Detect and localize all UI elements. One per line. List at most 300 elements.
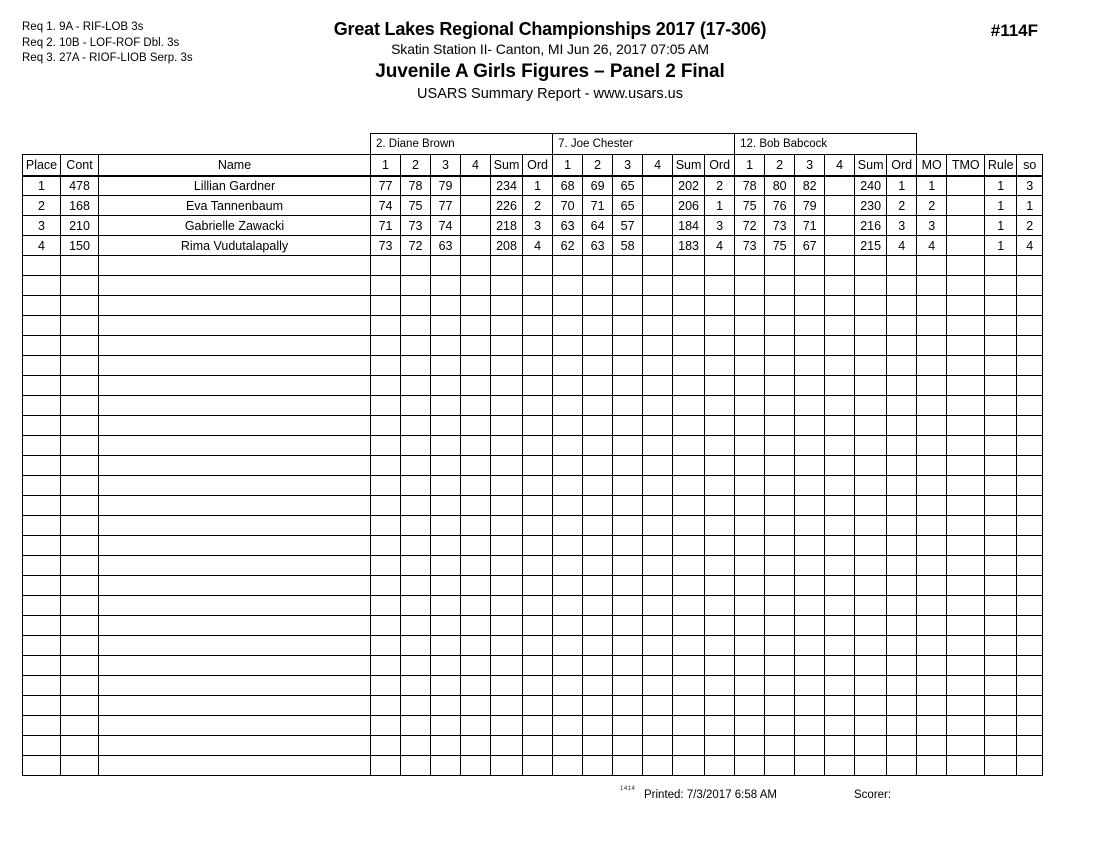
cell-j2-s3	[613, 396, 643, 416]
cell-cont	[61, 316, 99, 336]
cell-j2-s1	[553, 576, 583, 596]
table-row-empty[interactable]	[23, 356, 1043, 376]
header-judge1-sum: Sum	[491, 155, 523, 176]
cell-j2-sum	[673, 476, 705, 496]
table-row-empty[interactable]	[23, 516, 1043, 536]
event-number: #114F	[990, 21, 1038, 40]
cell-j3-sum	[855, 476, 887, 496]
cell-j2-s1: 63	[553, 216, 583, 236]
cell-so	[1017, 636, 1043, 656]
cell-place	[23, 656, 61, 676]
cell-mo	[917, 716, 947, 736]
cell-mo	[917, 296, 947, 316]
cell-j2-s4	[643, 256, 673, 276]
cell-j1-sum	[491, 616, 523, 636]
cell-so	[1017, 316, 1043, 336]
cell-j2-s3	[613, 636, 643, 656]
cell-j3-s3	[795, 336, 825, 356]
cell-cont	[61, 256, 99, 276]
cell-j1-s2	[401, 256, 431, 276]
cell-j3-sum	[855, 536, 887, 556]
header-place: Place	[23, 155, 61, 176]
cell-j2-s4	[643, 296, 673, 316]
cell-j2-s1	[553, 376, 583, 396]
cell-j1-s2	[401, 676, 431, 696]
table-row-empty[interactable]	[23, 456, 1043, 476]
cell-j2-s3	[613, 476, 643, 496]
cell-name	[99, 676, 371, 696]
cell-j1-s1	[371, 696, 401, 716]
cell-j3-s4	[825, 316, 855, 336]
cell-rule	[985, 376, 1017, 396]
cell-cont	[61, 436, 99, 456]
cell-j1-sum	[491, 436, 523, 456]
cell-j3-sum	[855, 396, 887, 416]
table-row-empty[interactable]	[23, 296, 1043, 316]
cell-j1-s3	[431, 456, 461, 476]
table-row-empty[interactable]	[23, 616, 1043, 636]
cell-name	[99, 496, 371, 516]
cell-j2-s1	[553, 416, 583, 436]
cell-j2-ord	[705, 716, 735, 736]
header-name: Name	[99, 155, 371, 176]
cell-j2-s1	[553, 476, 583, 496]
cell-j3-s4	[825, 616, 855, 636]
cell-tmo	[947, 276, 985, 296]
cell-mo: 2	[917, 196, 947, 216]
cell-j3-sum	[855, 656, 887, 676]
cell-j1-sum	[491, 276, 523, 296]
cell-j3-s3	[795, 436, 825, 456]
cell-j3-s4	[825, 276, 855, 296]
cell-j1-ord	[523, 676, 553, 696]
cell-name: Gabrielle Zawacki	[99, 216, 371, 236]
cell-j3-s2	[765, 716, 795, 736]
cell-j2-ord	[705, 276, 735, 296]
table-row-empty[interactable]	[23, 716, 1043, 736]
header-rule: Rule	[985, 155, 1017, 176]
cell-j2-s2	[583, 296, 613, 316]
venue-datetime-line: Skatin Station II- Canton, MI Jun 26, 2017 07:05 AM	[391, 41, 709, 57]
table-row-empty[interactable]	[23, 676, 1043, 696]
cell-j3-s2: 75	[765, 236, 795, 256]
cell-place: 4	[23, 236, 61, 256]
header-judge3-2: 2	[765, 155, 795, 176]
cell-j1-s3	[431, 296, 461, 316]
cell-j3-s2	[765, 376, 795, 396]
cell-j1-s2	[401, 596, 431, 616]
cell-j2-s2	[583, 436, 613, 456]
cell-j2-s4	[643, 716, 673, 736]
cell-rule: 1	[985, 216, 1017, 236]
cell-j1-sum: 208	[491, 236, 523, 256]
table-row-empty[interactable]	[23, 376, 1043, 396]
cell-j3-s3	[795, 616, 825, 636]
cell-j2-s1	[553, 536, 583, 556]
cell-j3-s2: 80	[765, 176, 795, 196]
cell-j3-s4	[825, 476, 855, 496]
table-row-empty[interactable]	[23, 436, 1043, 456]
cell-j3-ord	[887, 676, 917, 696]
cell-j1-s3	[431, 276, 461, 296]
cell-j3-s1	[735, 736, 765, 756]
cell-mo	[917, 736, 947, 756]
cell-j3-ord	[887, 356, 917, 376]
cell-j1-s4	[461, 656, 491, 676]
cell-j1-s4	[461, 496, 491, 516]
table-row-empty[interactable]	[23, 336, 1043, 356]
cell-name	[99, 576, 371, 596]
table-row-empty[interactable]	[23, 576, 1043, 596]
cell-j2-s1	[553, 456, 583, 476]
cell-j2-s1	[553, 676, 583, 696]
cell-so	[1017, 656, 1043, 676]
table-row-empty[interactable]	[23, 416, 1043, 436]
cell-j3-ord	[887, 296, 917, 316]
cell-j3-s3: 82	[795, 176, 825, 196]
cell-j1-ord	[523, 636, 553, 656]
cell-j3-s3	[795, 516, 825, 536]
requirement-line-2: Req 2. 10B - LOF-ROF Dbl. 3s	[22, 36, 180, 49]
cell-j1-s1	[371, 656, 401, 676]
table-row[interactable]	[23, 216, 1043, 236]
cell-mo	[917, 676, 947, 696]
cell-j3-ord	[887, 536, 917, 556]
cell-j2-s2	[583, 336, 613, 356]
cell-j1-s3: 63	[431, 236, 461, 256]
cell-place	[23, 416, 61, 436]
cell-name	[99, 456, 371, 476]
table-row-empty[interactable]	[23, 636, 1043, 656]
cell-j2-ord	[705, 496, 735, 516]
cell-j3-s4	[825, 516, 855, 536]
table-row-empty[interactable]	[23, 696, 1043, 716]
cell-rule	[985, 556, 1017, 576]
cell-cont	[61, 336, 99, 356]
cell-name	[99, 436, 371, 456]
cell-j3-s4	[825, 536, 855, 556]
cell-rule	[985, 416, 1017, 436]
cell-so: 4	[1017, 236, 1043, 256]
cell-j2-ord	[705, 336, 735, 356]
cell-j1-s4	[461, 216, 491, 236]
table-row-empty[interactable]	[23, 756, 1043, 776]
cell-j2-ord	[705, 676, 735, 696]
cell-name	[99, 376, 371, 396]
cell-j2-s2	[583, 576, 613, 596]
cell-j2-sum	[673, 616, 705, 636]
cell-tmo	[947, 536, 985, 556]
cell-j2-s4	[643, 516, 673, 536]
cell-cont	[61, 356, 99, 376]
cell-j2-s3: 58	[613, 236, 643, 256]
cell-j3-s4	[825, 376, 855, 396]
cell-j2-s2	[583, 756, 613, 776]
cell-j3-s1: 78	[735, 176, 765, 196]
cell-j3-sum: 230	[855, 196, 887, 216]
table-row-empty[interactable]	[23, 316, 1043, 336]
cell-j3-s2	[765, 676, 795, 696]
cell-j1-s4	[461, 516, 491, 536]
cell-rule	[985, 256, 1017, 276]
cell-j2-ord	[705, 416, 735, 436]
cell-j1-s1	[371, 736, 401, 756]
cell-so	[1017, 276, 1043, 296]
cell-j1-s3	[431, 516, 461, 536]
cell-j2-ord	[705, 436, 735, 456]
table-row-empty[interactable]	[23, 476, 1043, 496]
cell-mo	[917, 436, 947, 456]
table-row-empty[interactable]	[23, 396, 1043, 416]
table-row-empty[interactable]	[23, 736, 1043, 756]
cell-j3-ord: 1	[887, 176, 917, 196]
cell-j1-s1	[371, 576, 401, 596]
cell-j3-s4	[825, 556, 855, 576]
cell-j1-s1	[371, 716, 401, 736]
cell-j2-s4	[643, 676, 673, 696]
table-row-empty[interactable]	[23, 536, 1043, 556]
cell-j2-s2	[583, 516, 613, 536]
cell-cont	[61, 696, 99, 716]
cell-j2-s3	[613, 656, 643, 676]
table-row-empty[interactable]	[23, 496, 1043, 516]
cell-j1-sum	[491, 656, 523, 676]
division-title: Juvenile A Girls Figures – Panel 2 Final	[375, 61, 725, 82]
cell-j2-ord	[705, 296, 735, 316]
cell-so	[1017, 456, 1043, 476]
cell-rule	[985, 496, 1017, 516]
cell-j1-s1	[371, 336, 401, 356]
cell-j1-s2	[401, 356, 431, 376]
header-judge1-ord: Ord	[523, 155, 553, 176]
cell-tmo	[947, 676, 985, 696]
cell-tmo	[947, 476, 985, 496]
cell-j1-ord	[523, 416, 553, 436]
cell-place	[23, 396, 61, 416]
cell-j2-s4	[643, 276, 673, 296]
cell-j3-sum	[855, 416, 887, 436]
cell-j1-s1	[371, 596, 401, 616]
cell-j2-s2: 63	[583, 236, 613, 256]
cell-j2-s4	[643, 316, 673, 336]
cell-j2-s4	[643, 196, 673, 216]
cell-j2-s4	[643, 576, 673, 596]
cell-j3-ord: 3	[887, 216, 917, 236]
cell-j1-ord	[523, 276, 553, 296]
cell-place	[23, 476, 61, 496]
cell-j2-s1	[553, 556, 583, 576]
cell-j3-s3	[795, 696, 825, 716]
cell-j2-sum	[673, 496, 705, 516]
cell-j3-s4	[825, 456, 855, 476]
cell-j3-ord	[887, 576, 917, 596]
cell-j1-sum	[491, 476, 523, 496]
table-row-empty[interactable]	[23, 276, 1043, 296]
cell-cont	[61, 676, 99, 696]
cell-mo	[917, 656, 947, 676]
cell-j3-s1: 73	[735, 236, 765, 256]
cell-place	[23, 696, 61, 716]
cell-j1-s2	[401, 616, 431, 636]
cell-j1-s3	[431, 316, 461, 336]
cell-j3-sum	[855, 456, 887, 476]
cell-so	[1017, 476, 1043, 496]
cell-j1-s1: 73	[371, 236, 401, 256]
cell-j1-s1: 74	[371, 196, 401, 216]
cell-rule	[985, 716, 1017, 736]
cell-j2-s3	[613, 416, 643, 436]
cell-tmo	[947, 336, 985, 356]
cell-j3-ord	[887, 376, 917, 396]
cell-mo	[917, 636, 947, 656]
cell-j3-ord	[887, 556, 917, 576]
cell-j2-s1	[553, 756, 583, 776]
cell-place: 3	[23, 216, 61, 236]
cell-so	[1017, 596, 1043, 616]
cell-j3-s2	[765, 296, 795, 316]
cell-j2-ord: 2	[705, 176, 735, 196]
cell-j3-sum	[855, 636, 887, 656]
cell-j1-ord	[523, 436, 553, 456]
cell-j1-s4	[461, 476, 491, 496]
results-sheet	[22, 133, 1037, 776]
cell-j3-s4	[825, 696, 855, 716]
cell-rule: 1	[985, 176, 1017, 196]
cell-j3-sum	[855, 496, 887, 516]
cell-j2-s2	[583, 276, 613, 296]
cell-j2-s3	[613, 376, 643, 396]
cell-j3-s3	[795, 656, 825, 676]
cell-j1-s4	[461, 336, 491, 356]
cell-j3-s4	[825, 636, 855, 656]
cell-j3-sum: 240	[855, 176, 887, 196]
cell-j2-s4	[643, 336, 673, 356]
cell-so	[1017, 576, 1043, 596]
cell-name	[99, 636, 371, 656]
cell-name	[99, 476, 371, 496]
cell-tmo	[947, 436, 985, 456]
table-row[interactable]	[23, 196, 1043, 216]
cell-j1-s1	[371, 496, 401, 516]
cell-j3-s4	[825, 496, 855, 516]
cell-j3-ord	[887, 316, 917, 336]
cell-j3-ord	[887, 736, 917, 756]
cell-j1-s4	[461, 596, 491, 616]
cell-j3-sum	[855, 716, 887, 736]
cell-j1-s1	[371, 636, 401, 656]
cell-j3-s2	[765, 476, 795, 496]
cell-so	[1017, 756, 1043, 776]
cell-j3-s1	[735, 456, 765, 476]
cell-j1-sum	[491, 256, 523, 276]
cell-j2-s3	[613, 716, 643, 736]
cell-j3-s4	[825, 436, 855, 456]
table-row-empty[interactable]	[23, 596, 1043, 616]
cell-place	[23, 516, 61, 536]
cell-cont: 210	[61, 216, 99, 236]
cell-j3-s4	[825, 676, 855, 696]
page-header	[0, 0, 1100, 118]
cell-j2-s4	[643, 636, 673, 656]
cell-j2-ord	[705, 616, 735, 636]
scorer-label: Scorer:	[854, 789, 892, 801]
header-judge1-1: 1	[371, 155, 401, 176]
table-row[interactable]	[23, 176, 1043, 196]
table-row[interactable]	[23, 236, 1043, 256]
cell-j1-s4	[461, 716, 491, 736]
cell-j3-s2	[765, 456, 795, 476]
cell-rule	[985, 456, 1017, 476]
cell-j1-sum	[491, 336, 523, 356]
cell-j1-s3	[431, 436, 461, 456]
cell-j3-sum	[855, 676, 887, 696]
cell-tmo	[947, 656, 985, 676]
judge-band-spacer	[23, 134, 371, 155]
cell-tmo	[947, 456, 985, 476]
table-row-empty[interactable]	[23, 256, 1043, 276]
cell-j1-s1: 77	[371, 176, 401, 196]
cell-j2-ord	[705, 316, 735, 336]
cell-j3-s4	[825, 256, 855, 276]
cell-j3-s2	[765, 696, 795, 716]
cell-cont: 168	[61, 196, 99, 216]
cell-mo	[917, 516, 947, 536]
cell-j2-s2	[583, 556, 613, 576]
cell-j2-s3	[613, 456, 643, 476]
cell-cont: 150	[61, 236, 99, 256]
cell-j2-s2	[583, 676, 613, 696]
cell-j3-s1	[735, 256, 765, 276]
cell-j1-ord	[523, 596, 553, 616]
cell-rule	[985, 676, 1017, 696]
cell-j2-s2	[583, 536, 613, 556]
cell-so	[1017, 436, 1043, 456]
table-row-empty[interactable]	[23, 556, 1043, 576]
cell-tmo	[947, 736, 985, 756]
cell-j2-s4	[643, 736, 673, 756]
cell-j3-s4	[825, 656, 855, 676]
judge-band-row	[23, 134, 1043, 155]
cell-j3-s1	[735, 656, 765, 676]
cell-mo	[917, 416, 947, 436]
cell-j2-sum: 206	[673, 196, 705, 216]
cell-j3-ord	[887, 276, 917, 296]
cell-j1-s3	[431, 656, 461, 676]
cell-j2-s3	[613, 556, 643, 576]
cell-j3-s4	[825, 356, 855, 376]
cell-rule	[985, 576, 1017, 596]
cell-name	[99, 696, 371, 716]
cell-j2-ord	[705, 636, 735, 656]
cell-j1-sum: 218	[491, 216, 523, 236]
cell-mo	[917, 496, 947, 516]
cell-j2-sum	[673, 636, 705, 656]
cell-j1-sum	[491, 696, 523, 716]
cell-j2-ord	[705, 356, 735, 376]
cell-tmo	[947, 356, 985, 376]
header-judge3-ord: Ord	[887, 155, 917, 176]
cell-j1-s4	[461, 696, 491, 716]
cell-j3-sum	[855, 756, 887, 776]
cell-j2-s1	[553, 396, 583, 416]
cell-j3-s2	[765, 556, 795, 576]
cell-name	[99, 356, 371, 376]
cell-j3-ord	[887, 396, 917, 416]
cell-j3-s1	[735, 276, 765, 296]
cell-place	[23, 596, 61, 616]
cell-j3-s3: 79	[795, 196, 825, 216]
table-row-empty[interactable]	[23, 656, 1043, 676]
